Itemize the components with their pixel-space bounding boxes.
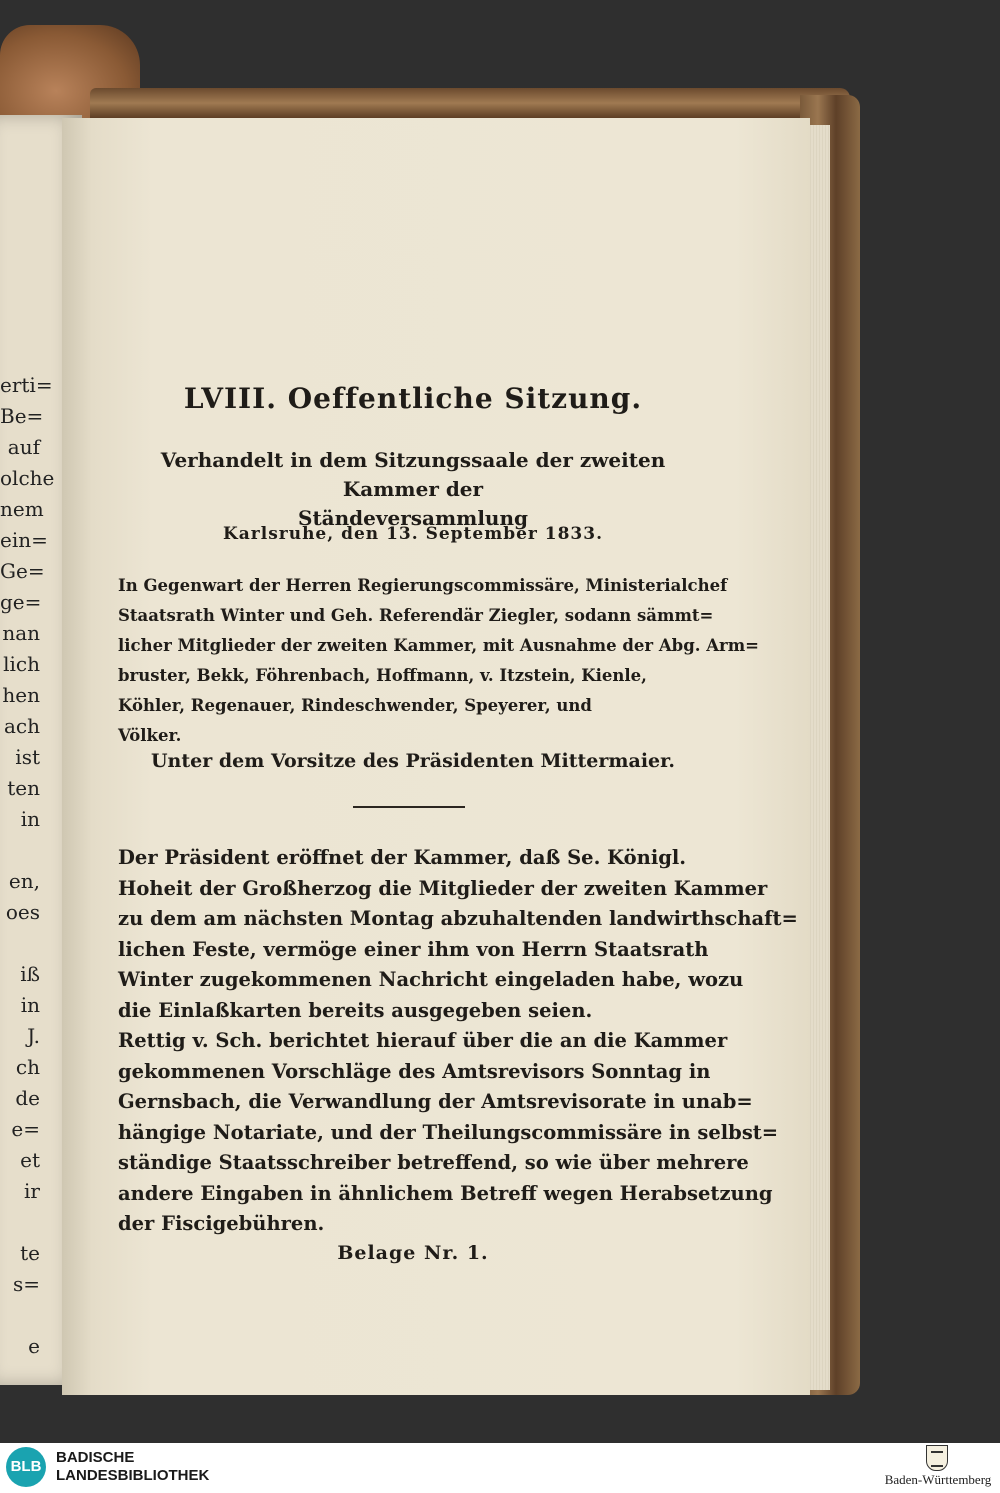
- subtitle-line: Verhandelt in dem Sitzungssaale der zweiten Kammer der: [160, 448, 666, 501]
- text-line: die Einlaßkarten bereits ausgegeben seien.: [118, 998, 593, 1022]
- left-page-fragment: de: [15, 1086, 40, 1110]
- library-name-line: LANDESBIBLIOTHEK: [56, 1467, 210, 1484]
- session-title: LVIII. Oeffentliche Sitzung.: [183, 382, 643, 415]
- left-page-fragment: [0, 1300, 40, 1331]
- text-line: andere Eingaben in ähnlichem Betreff wegen Herabsetzung: [118, 1181, 773, 1205]
- blb-logo[interactable]: BLB: [6, 1447, 46, 1487]
- left-page-fragment: ist: [15, 745, 40, 769]
- left-page-fragment: lich: [3, 652, 40, 676]
- text-line: Staatsrath Winter und Geh. Referendär Ziegler, sodann sämmt=: [118, 606, 714, 625]
- provider-footer: [0, 1443, 1000, 1493]
- left-page-fragment: e: [28, 1334, 40, 1358]
- section-divider: [353, 806, 465, 808]
- left-page-fragment: Be=: [0, 404, 44, 428]
- subtitle-line: Ständeversammlung: [298, 506, 528, 530]
- left-page-fragment: ir: [24, 1179, 40, 1203]
- text-line: Gernsbach, die Verwandlung der Amtsrevisorate in unab=: [118, 1090, 753, 1113]
- text-line: Köhler, Regenauer, Rindeschwender, Speyerer, und: [118, 696, 592, 715]
- left-page-fragment: auf: [7, 435, 40, 459]
- paragraph-rettig: [118, 1026, 779, 1240]
- attendance-paragraph: [118, 571, 759, 751]
- left-page-fragment: hen: [2, 683, 40, 707]
- paragraph-president: [118, 843, 798, 1026]
- text-line: licher Mitglieder der zweiten Kammer, mit Ausnahme der Abg. Arm=: [118, 636, 759, 655]
- library-name[interactable]: [56, 1449, 209, 1485]
- left-page-fragment: en,: [8, 869, 40, 893]
- left-page-fragment: olche: [0, 466, 55, 490]
- text-line: Rettig v. Sch. berichtet hierauf über die an die Kammer: [118, 1029, 728, 1052]
- chair-line: Unter dem Vorsitze des Präsidenten Mittermaier.: [150, 750, 676, 772]
- left-page-fragment: ge=: [0, 590, 42, 614]
- attachment-reference: Belage Nr. 1.: [337, 1242, 489, 1264]
- text-line: In Gegenwart der Herren Regierungscommissäre, Ministerialchef: [118, 576, 728, 595]
- text-line: der Fiscigebühren.: [118, 1212, 325, 1235]
- left-page-text-fragments: [0, 370, 55, 1362]
- left-page-fragment: iß: [20, 962, 40, 986]
- state-name: Baden-Württemberg: [884, 1472, 992, 1487]
- left-page-fragment: ten: [7, 776, 40, 800]
- left-page-fragment: s=: [12, 1272, 40, 1296]
- left-page-fragment: in: [20, 993, 40, 1017]
- text-line: bruster, Bekk, Föhrenbach, Hoffmann, v. Itzstein, Kienle,: [118, 666, 647, 685]
- text-line: ständige Staatsschreiber betreffend, so wie über mehrere: [118, 1151, 749, 1174]
- text-line: Winter zugekommenen Nachricht eingeladen habe, wozu: [118, 968, 744, 991]
- left-page-fragment: ch: [15, 1055, 40, 1079]
- left-page-fragment: te: [20, 1241, 40, 1265]
- left-page-fragment: [0, 928, 40, 959]
- left-page-fragment: oes: [5, 900, 40, 924]
- left-page-fragment: [0, 835, 40, 866]
- left-page-fragment: nem: [0, 497, 44, 521]
- library-name-line: BADISCHE: [56, 1449, 135, 1466]
- left-page-fragment: [0, 1207, 40, 1238]
- left-page-fragment: nan: [2, 621, 40, 645]
- text-line: lichen Feste, vermöge einer ihm von Herrn Staatsrath: [118, 937, 709, 961]
- text-line: gekommenen Vorschläge des Amtsrevisors Sonntag in: [118, 1059, 711, 1083]
- place-date: Karlsruhe, den 13. September 1833.: [222, 524, 604, 544]
- text-line: Der Präsident eröffnet der Kammer, daß Se. Königl.: [118, 846, 687, 869]
- left-page-fragment: e=: [11, 1117, 40, 1141]
- text-line: hängige Notariate, und der Theilungscommissäre in selbst=: [118, 1120, 779, 1144]
- left-page-fragment: ach: [3, 714, 40, 738]
- text-line: zu dem am nächsten Montag abzuhaltenden landwirthschaft=: [118, 907, 798, 930]
- book-cover-top-edge: [90, 88, 850, 118]
- left-page-fragment: ein=: [0, 528, 48, 552]
- left-page-fragment: et: [20, 1148, 40, 1172]
- left-page-fragment: in: [20, 807, 40, 831]
- text-line: Völker.: [118, 726, 182, 745]
- state-crest-icon: [926, 1445, 948, 1471]
- session-subtitle: [118, 446, 708, 533]
- left-page-fragment: erti=: [0, 373, 53, 397]
- left-page-fragment: Ge=: [0, 559, 45, 583]
- left-page-fragment: J.: [27, 1024, 40, 1048]
- text-line: Hoheit der Großherzog die Mitglieder der zweiten Kammer: [118, 876, 768, 900]
